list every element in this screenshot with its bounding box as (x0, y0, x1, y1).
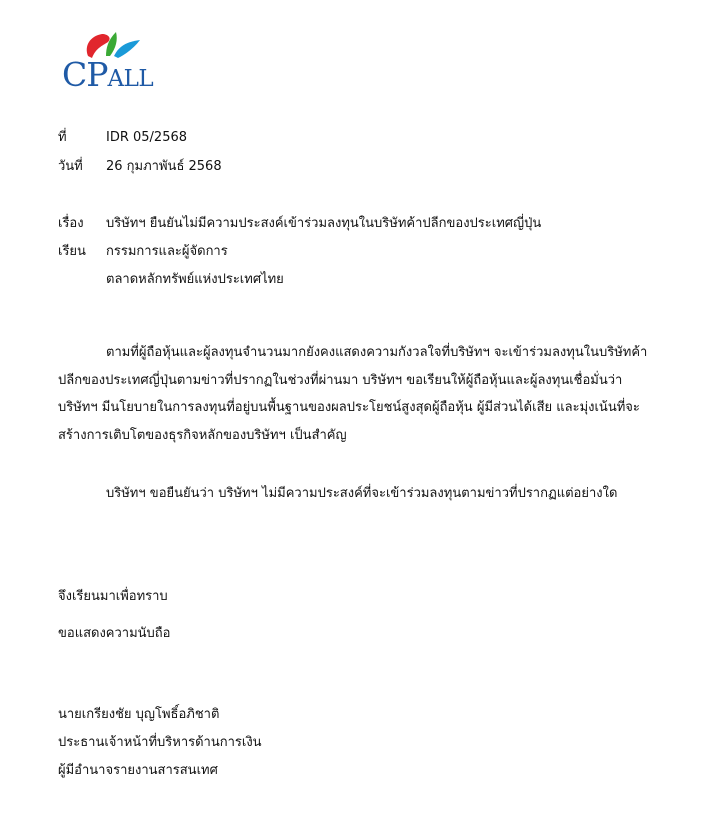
reference-label: ที่ (58, 130, 67, 145)
body-paragraph-1-line: ปลีกของประเทศญี่ปุ่นตามข่าวที่ปรากฏในช่วงที่ผ่านมา บริษัทฯ ขอเรียนให้ผู้ถือหุ้นและผู้ลงทุนเชื่อมั่นว่า (58, 372, 623, 388)
body-paragraph-2: บริษัทฯ ขอยืนยันว่า บริษัทฯ ไม่มีความประสงค์ที่จะเข้าร่วมลงทุนตามข่าวที่ปรากฏแต่อย่างใด (106, 486, 618, 501)
closing-line-2: ขอแสดงความนับถือ (58, 626, 171, 641)
date-value: 26 กุมภาพันธ์ 2568 (106, 159, 222, 174)
logo-wordmark-cp: CP (62, 55, 108, 94)
recipient-line-2: ตลาดหลักทรัพย์แห่งประเทศไทย (106, 272, 284, 287)
signatory-title: ประธานเจ้าหน้าที่บริหารด้านการเงิน (58, 735, 262, 750)
closing-line-1: จึงเรียนมาเพื่อทราบ (58, 589, 168, 604)
recipient-label: เรียน (58, 244, 86, 259)
subject-value: บริษัทฯ ยืนยันไม่มีความประสงค์เข้าร่วมลงทุนในบริษัทค้าปลีกของประเทศญี่ปุ่น (106, 216, 542, 231)
blue-leaf-icon (114, 40, 140, 58)
subject-label: เรื่อง (58, 216, 84, 231)
company-logo (62, 26, 172, 96)
body-paragraph-1-line: สร้างการเติบโตของธุรกิจหลักของบริษัทฯ เป็นสำคัญ (58, 427, 347, 443)
date-label: วันที่ (58, 159, 83, 174)
reference-value: IDR 05/2568 (106, 130, 188, 145)
signatory-name: นายเกรียงชัย บุญโพธิ์อภิชาติ (58, 707, 220, 722)
body-paragraph-1-line: บริษัทฯ มีนโยบายในการลงทุนที่อยู่บนพื้นฐานของผลประโยชน์สูงสุดผู้ถือหุ้น ผู้มีส่วนได้เสีย และมุ่งเน้นที่จะ (58, 400, 640, 415)
logo-wordmark-all: ALL (107, 66, 154, 92)
body-paragraph-1-line: ตามที่ผู้ถือหุ้นและผู้ลงทุนจำนวนมากยังคงแสดงความกังวลใจที่บริษัทฯ จะเข้าร่วมลงทุนในบริษัทค้า (106, 345, 648, 360)
recipient-line-1: กรรมการและผู้จัดการ (106, 244, 228, 259)
signatory-role: ผู้มีอำนาจรายงานสารสนเทศ (58, 763, 218, 778)
logo-wordmark (62, 55, 154, 94)
body-paragraph-1 (58, 339, 663, 449)
